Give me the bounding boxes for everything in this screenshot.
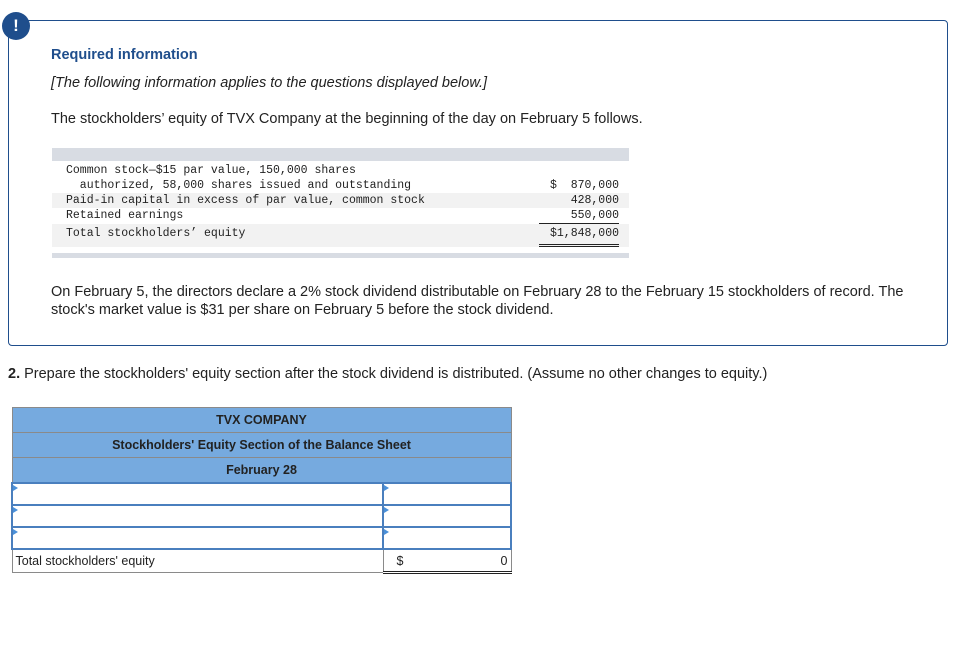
amount-input[interactable]	[384, 528, 514, 548]
table-row	[12, 527, 511, 549]
table-date: February 28	[12, 458, 511, 484]
row-amount: $ 870,000	[549, 179, 619, 192]
alert-icon: !	[2, 12, 30, 40]
row-label: authorized, 58,000 shares issued and outstanding	[66, 179, 412, 192]
row-label: Total stockholders’ equity	[66, 227, 246, 240]
label-input[interactable]	[13, 506, 386, 526]
divider	[52, 253, 629, 258]
amount-input[interactable]	[384, 506, 514, 526]
intro-text: The stockholders’ equity of TVX Company at the beginning of the day on February 5 follows.	[51, 111, 643, 127]
row-amount: 550,000	[539, 208, 619, 224]
row-label: Paid-in capital in excess of par value, common stock	[66, 194, 425, 207]
total-row	[12, 549, 511, 573]
reference-table	[52, 148, 629, 258]
divider	[52, 148, 629, 161]
dividend-paragraph: On February 5, the directors declare a 2% stock dividend distributable on February 28 to the February 15 stockholders of record. The stock's market value is $31 per share on February 5 before the stock dividend.	[51, 284, 904, 318]
answer-table	[11, 407, 512, 574]
company-name: TVX COMPANY	[12, 408, 511, 433]
question-text: 2. Prepare the stockholders' equity section after the stock dividend is distributed. (Assume no other changes to equity.)	[8, 366, 768, 382]
info-note: [The following information applies to the questions displayed below.]	[51, 75, 488, 91]
currency-symbol: $	[396, 553, 404, 568]
required-title: Required information	[51, 47, 198, 63]
row-label: Common stock—$15 par value, 150,000 shares	[66, 164, 356, 177]
table-row	[12, 505, 511, 527]
amount-input[interactable]	[384, 484, 514, 504]
row-amount: $1,848,000	[539, 224, 619, 247]
row-label: Retained earnings	[66, 209, 184, 222]
label-input[interactable]	[13, 528, 386, 548]
row-amount: 428,000	[570, 194, 619, 207]
label-input[interactable]	[13, 484, 386, 504]
total-value: 0	[500, 553, 508, 568]
table-subtitle: Stockholders' Equity Section of the Balance Sheet	[12, 433, 511, 458]
total-label: Total stockholders' equity	[12, 549, 383, 573]
table-row	[12, 483, 511, 505]
